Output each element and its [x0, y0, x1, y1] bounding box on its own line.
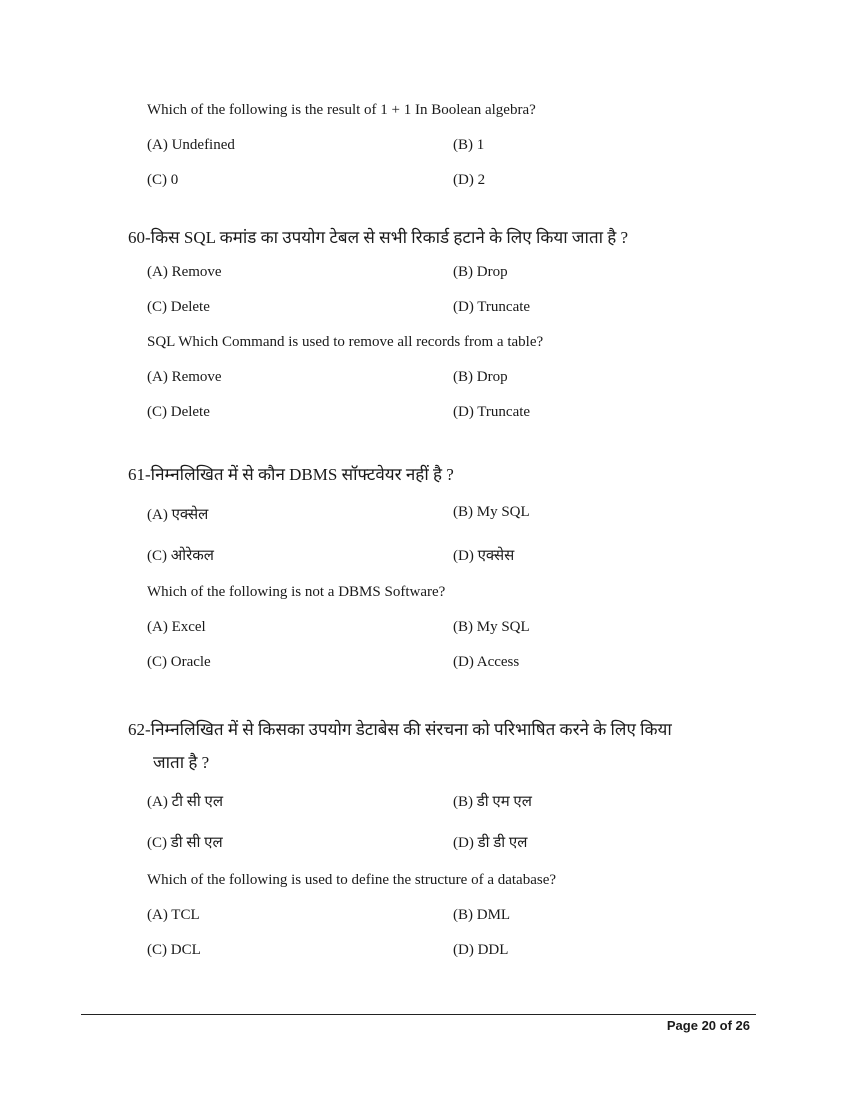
q59-option-a: (A) Undefined: [147, 137, 235, 153]
q60-en-option-b: (B) Drop: [453, 369, 508, 385]
q60-en-option-a: (A) Remove: [147, 369, 222, 385]
q61-hi-option-a: (A) एक्सेल: [147, 507, 209, 523]
q61-en-option-c: (C) Oracle: [147, 654, 211, 670]
q62-hi-option-a: (A) टी सी एल: [147, 794, 224, 810]
footer-rule: [81, 1014, 756, 1015]
q60-hi-option-c: (C) Delete: [147, 299, 210, 315]
question-61-hindi: 61-निम्नलिखित में से कौन DBMS सॉफ्टवेयर नहीं है ?: [128, 465, 454, 484]
question-59-english: Which of the following is the result of 1 + 1 In Boolean algebra?: [147, 102, 536, 118]
question-60-english: SQL Which Command is used to remove all records from a table?: [147, 334, 544, 350]
q61-en-option-d: (D) Access: [453, 654, 520, 670]
q60-hi-option-b: (B) Drop: [453, 264, 508, 280]
q62-hi-option-b: (B) डी एम एल: [453, 794, 532, 810]
q60-hi-option-a: (A) Remove: [147, 264, 222, 280]
question-62-hindi-line1: 62-निम्नलिखित में से किसका उपयोग डेटाबेस की संरचना को परिभाषित करने के लिए किया: [128, 720, 672, 739]
question-62-hindi-line2: जाता है ?: [153, 753, 210, 772]
q61-en-option-a: (A) Excel: [147, 619, 206, 635]
question-61-english: Which of the following is not a DBMS Software?: [147, 584, 446, 600]
q62-en-option-a: (A) TCL: [147, 907, 200, 923]
q61-hi-option-d: (D) एक्सेस: [453, 548, 515, 564]
q62-hi-option-d: (D) डी डी एल: [453, 835, 528, 851]
q59-option-c: (C) 0: [147, 172, 179, 188]
q61-hi-option-b: (B) My SQL: [453, 504, 530, 520]
q62-en-option-c: (C) DCL: [147, 942, 201, 958]
q61-hi-option-c: (C) ओरेकल: [147, 548, 214, 564]
q59-option-b: (B) 1: [453, 137, 485, 153]
q62-en-option-b: (B) DML: [453, 907, 511, 923]
q60-en-option-d: (D) Truncate: [453, 404, 531, 420]
q60-hi-option-d: (D) Truncate: [453, 299, 531, 315]
q62-en-option-d: (D) DDL: [453, 942, 509, 958]
q60-en-option-c: (C) Delete: [147, 404, 210, 420]
q59-option-d: (D) 2: [453, 172, 486, 188]
q61-en-option-b: (B) My SQL: [453, 619, 530, 635]
question-60-hindi: 60-किस SQL कमांड का उपयोग टेबल से सभी रिकार्ड हटाने के लिए किया जाता है ?: [128, 228, 629, 247]
page-number: Page 20 of 26: [666, 1018, 750, 1033]
q62-hi-option-c: (C) डी सी एल: [147, 835, 223, 851]
question-62-english: Which of the following is used to define the structure of a database?: [147, 872, 557, 888]
